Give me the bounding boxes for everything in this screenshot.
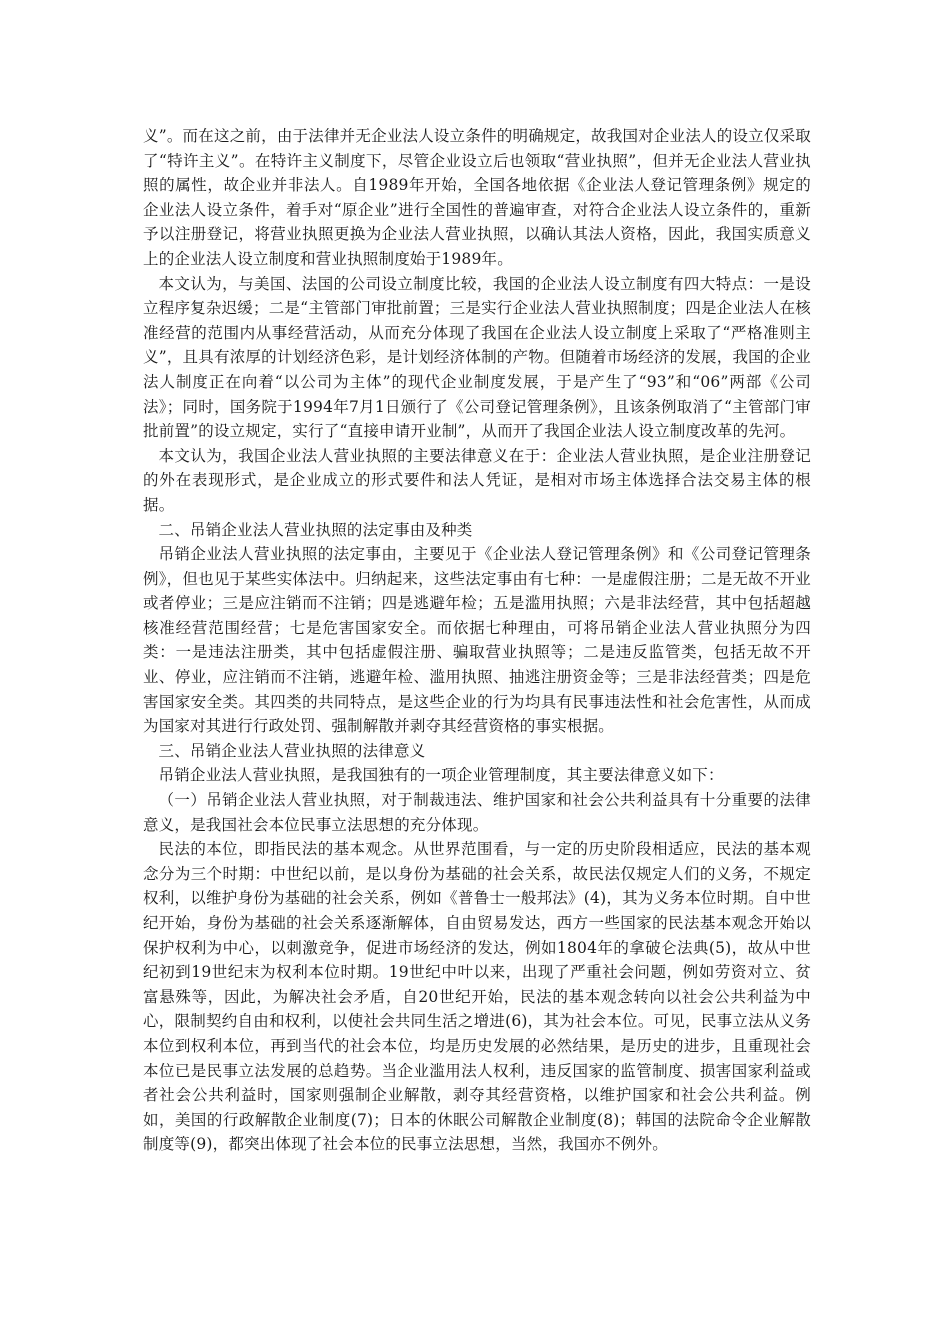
paragraph-continued: 义”。而在这之前，由于法律并无企业法人设立条件的明确规定，故我国对企业法人的设立仅采取了“特许主义”。在特许主义制度下，尽管企业设立后也领取“营业执照”，但并无企业法人营业执照的属性，故企业并非法人。自1989年开始，全国各地依据《企业法人登记管理条例》规定的企业法人设立条件，着手对“原企业”进行全国性的普遍审查，对符合企业法人设立条件的，重新予以注册登记，将营业执照更换为企业法人营业执照，以确认其法人资格，因此，我国实质意义上的企业法人设立制度和营业执照制度始于1989年。 (143, 127, 811, 268)
paragraph-body: 吊销企业法人营业执照，是我国独有的一项企业管理制度，其主要法律意义如下： (158, 766, 724, 785)
document-body (143, 124, 811, 1157)
paragraph-body: 民法的本位，即指民法的基本观念。从世界范围看，与一定的历史阶段相适应，民法的基本观念分为三个时期：中世纪以前，是以身份为基础的社会关系，故民法仅规定人们的义务，不规定权利，以维护身份为基础的社会关系，例如《普鲁士一般邦法》(4)，其为义务本位时期。自中世纪开始，身份为基础的社会关系逐渐解体，自由贸易发达，西方一些国家的民法基本观念开始以保护权利为中心，以刺激竞争，促进市场经济的发达，例如1804年的拿破仑法典(5)，故从中世纪初到19世纪末为权利本位时期。19世纪中叶以来，出现了严重社会问题，例如劳资对立、贫富悬殊等，因此，为解决社会矛盾，自20世纪开始，民法的基本观念转向以社会公共利益为中心，限制契约自由和权利，以使社会共同生活之增进(6)，其为社会本位。可见，民事立法从义务本位到权利本位，再到当代的社会本位，均是历史发展的必然结果，是历史的进步，且重现社会本位已是民事立法发展的总趋势。当企业滥用法人权利，违反国家的监管制度、损害国家利益或者社会公共利益时，国家则强制企业解散，剥夺其经营资格，以维护国家和社会公共利益。例如，美国的行政解散企业制度(7)；日本的休眠公司解散企业制度(8)；韩国的法院命令企业解散制度等(9)，都突出体现了社会本位的民事立法思想，当然，我国亦不例外。 (143, 840, 811, 1154)
paragraph-body: （一）吊销企业法人营业执照，对于制裁违法、维护国家和社会公共利益具有十分重要的法律意义，是我国社会本位民事立法思想的充分体现。 (143, 791, 811, 834)
section-heading: 二、吊销企业法人营业执照的法定事由及种类 (158, 520, 473, 539)
paragraph-body: 本文认为，与美国、法国的公司设立制度比较，我国的企业法人设立制度有四大特点：一是设立程序复杂迟缓；二是“主管部门审批前置；三是实行企业法人营业执照制度；四是企业法人在核准经营的范围内从事经营活动，从而充分体现了我国在企业法人设立制度上采取了“严格准则主义”，且具有浓厚的计划经济色彩，是计划经济体制的产物。但随着市场经济的发展，我国的企业法人制度正在向着“以公司为主体”的现代企业制度发展，于是产生了“93”和“06”两部《公司法》；同时，国务院于1994年7月1日颁行了《公司登记管理条例》，且该条例取消了“主管部门审批前置”的设立规定，实行了“直接申请开业制”，从而开了我国企业法人设立制度改革的先河。 (143, 274, 811, 441)
paragraph-body: 吊销企业法人营业执照的法定事由，主要见于《企业法人登记管理条例》和《公司登记管理条例》，但也见于某些实体法中。归纳起来，这些法定事由有七种：一是虚假注册；二是无故不开业或者停业；三是应注销而不注销；四是逃避年检；五是滥用执照；六是非法经营，其中包括超越核准经营范围经营；七是危害国家安全。而依据七种理由，可将吊销企业法人营业执照分为四类：一是违法注册类，其中包括虚假注册、骗取营业执照等；二是违反监管类，包括无故不开业、停业，应注销而不注销，逃避年检、滥用执照、抽逃注册资金等；三是非法经营类；四是危害国家安全类。其四类的共同特点，是这些企业的行为均具有民事违法性和社会危害性，从而成为国家对其进行行政处罚、强制解散并剥夺其经营资格的事实根据。 (143, 545, 811, 736)
paragraph-body: 本文认为，我国企业法人营业执照的主要法律意义在于：企业法人营业执照，是企业注册登记的外在表现形式，是企业成立的形式要件和法人凭证，是相对市场主体选择合法交易主体的根据。 (143, 446, 811, 514)
section-heading: 三、吊销企业法人营业执照的法律意义 (158, 741, 426, 760)
